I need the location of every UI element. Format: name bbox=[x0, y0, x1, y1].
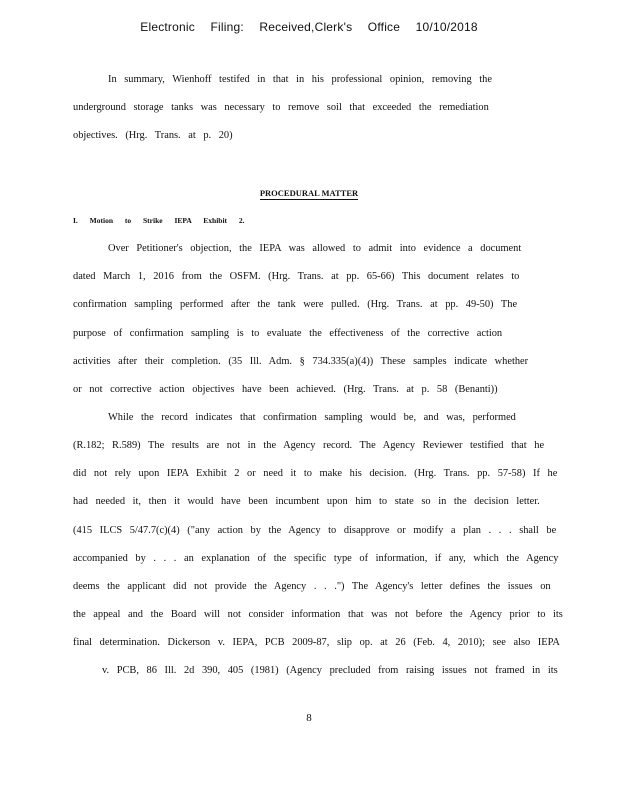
body-line: accompanied by . . . an explanation of the specific type of information, if any, which the Agency bbox=[73, 553, 559, 564]
summary-line-1: In summary, Wienhoff testifed in that in his professional opinion, removing the bbox=[108, 74, 492, 85]
body-line: confirmation sampling performed after the tank were pulled. (Hrg. Trans. at pp. 49-50) The bbox=[73, 299, 518, 310]
section-heading-text: PROCEDURAL MATTER bbox=[259, 188, 359, 198]
subheading-motion-to-strike: I. Motion to Strike IEPA Exhibit 2. bbox=[73, 216, 245, 225]
body-line: activities after their completion. (35 Ill. Adm. § 734.335(a)(4)) These samples indicate whether bbox=[73, 356, 529, 367]
body-line: v. PCB, 86 Ill. 2d 390, 405 (1981) (Agency precluded from raising issues not framed in its bbox=[102, 665, 558, 676]
body-line: the appeal and the Board will not consider information that was not before the Agency prior to its bbox=[73, 609, 563, 620]
body-line: or not corrective action objectives have been achieved. (Hrg. Trans. at p. 58 (Benanti)) bbox=[73, 384, 498, 395]
body-line: Over Petitioner's objection, the IEPA was allowed to admit into evidence a document bbox=[108, 243, 522, 254]
body-line: (R.182; R.589) The results are not in the Agency record. The Agency Reviewer testified that he bbox=[73, 440, 545, 451]
summary-line-2: underground storage tanks was necessary to remove soil that exceeded the remediation bbox=[73, 102, 489, 113]
body-line: had needed it, then it would have been incumbent upon him to state so in the decision letter. bbox=[73, 496, 540, 507]
body-line: dated March 1, 2016 from the OSFM. (Hrg. Trans. at pp. 65-66) This document relates to bbox=[73, 271, 520, 282]
body-line: (415 ILCS 5/47.7(c)(4) ("any action by the Agency to disapprove or modify a plan . . . shall be bbox=[73, 525, 557, 536]
electronic-filing-header: Electronic Filing: Received,Clerk's Office 10/10/2018 bbox=[140, 20, 478, 34]
body-line: did not rely upon IEPA Exhibit 2 or need it to make his decision. (Hrg. Trans. pp. 57-58) If he bbox=[73, 468, 558, 479]
body-line: While the record indicates that confirmation sampling would be, and was, performed bbox=[108, 412, 516, 423]
summary-line-3: objectives. (Hrg. Trans. at p. 20) bbox=[73, 130, 233, 141]
section-heading bbox=[0, 188, 618, 198]
body-line: final determination. Dickerson v. IEPA, PCB 2009-87, slip op. at 26 (Feb. 4, 2010); see also IEPA bbox=[73, 637, 560, 648]
body-line: deems the applicant did not provide the Agency . . .") The Agency's letter defines the issues on bbox=[73, 581, 551, 592]
body-line: purpose of confirmation sampling is to evaluate the effectiveness of the corrective action bbox=[73, 328, 503, 339]
page-number: 8 bbox=[306, 712, 312, 724]
